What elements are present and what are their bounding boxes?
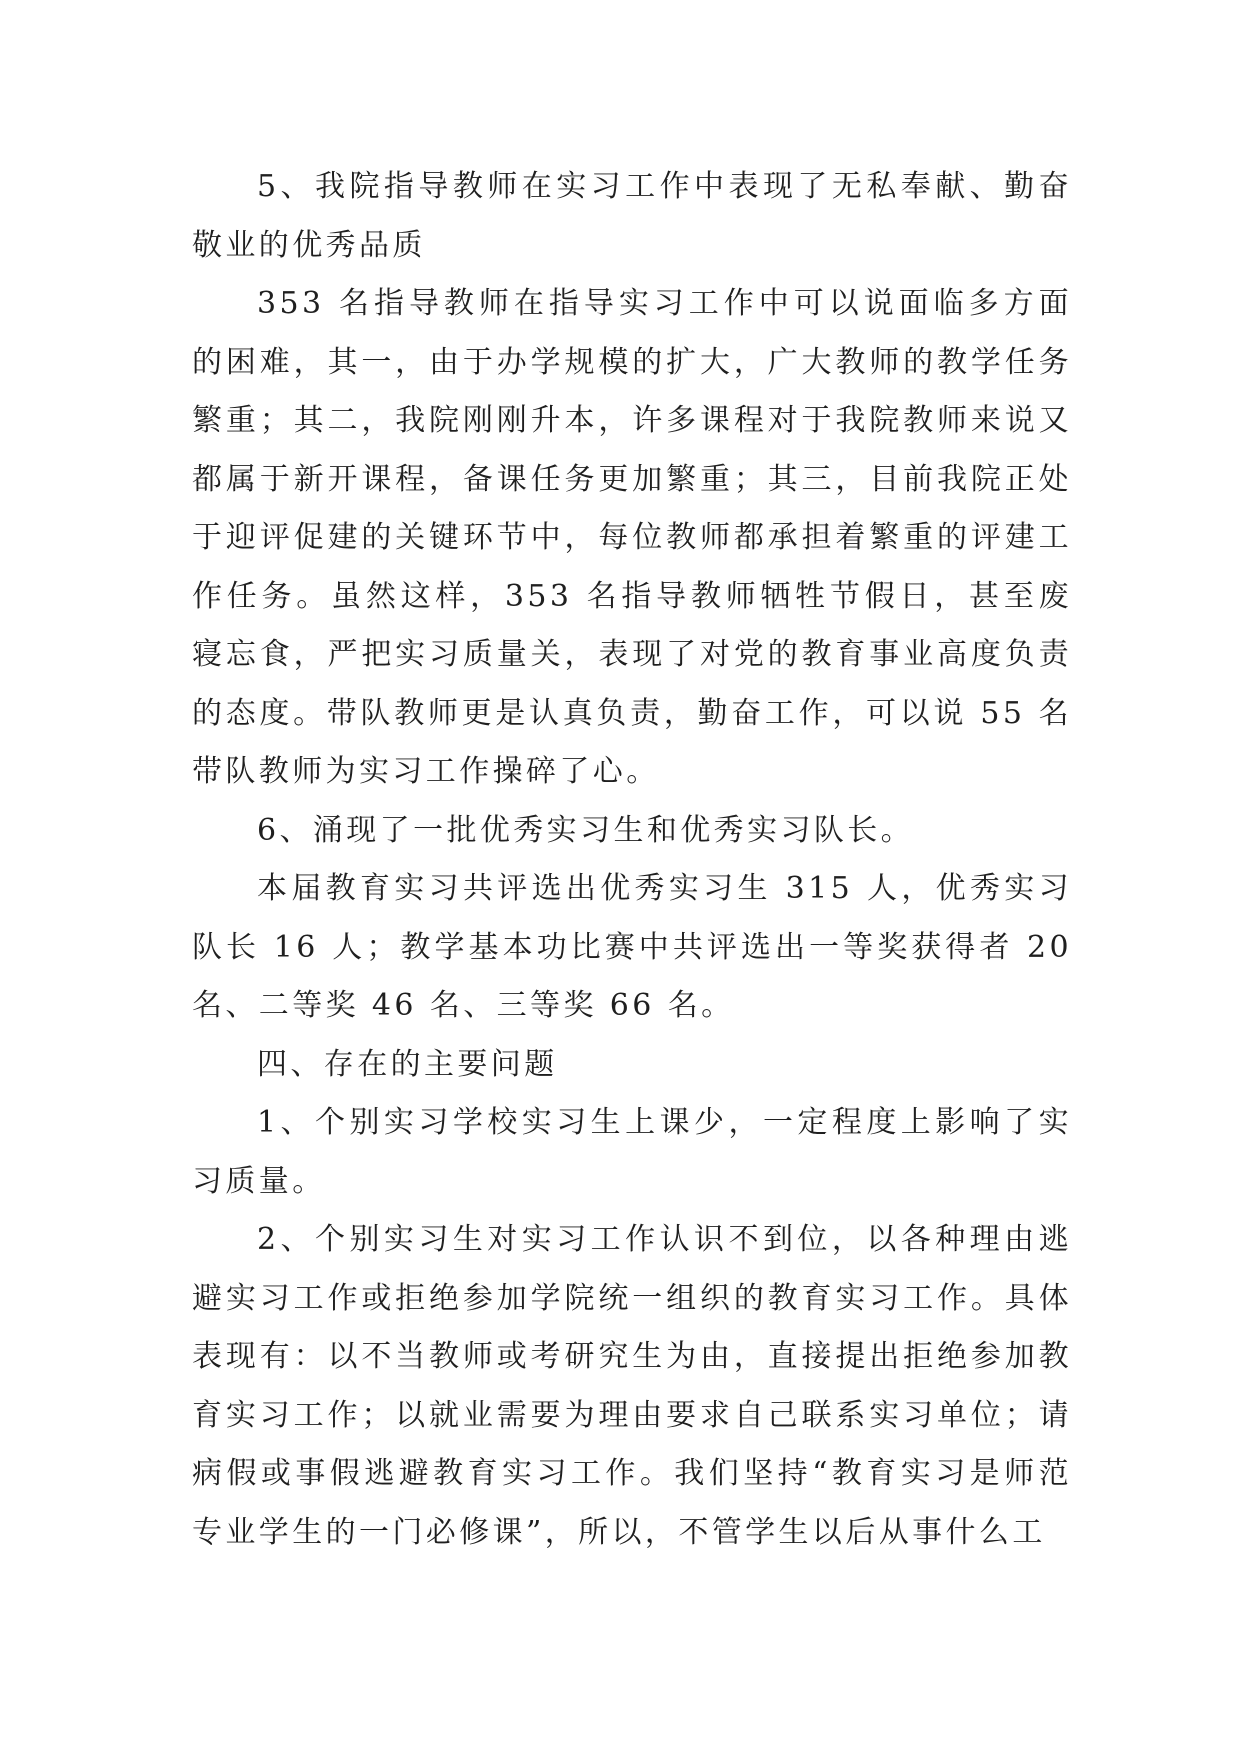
paragraph-heading-6: 6、涌现了一批优秀实习生和优秀实习队长。 xyxy=(257,812,915,848)
paragraph-teachers: 353 名指导教师在指导实习工作中可以说面临多方面的困难，其一，由于办学规模的扩大，广大教师的教学任务繁重；其二，我院刚刚升本，许多课程对于我院教师来说又都属于新开课程，备课任务更加繁重；其三，目前我院正处于迎评促建的关键环节中，每位教师都承担着繁重的评建工作任务。虽然这样，353 名指导教师牺牲节假日，甚至废寝忘食，严把实习质量关，表现了对党的教育事业高度负责的态度。带队教师更是认真负责，勤奋工作，可以说 55 名带队教师为实习工作操碎了心。 xyxy=(192,286,1072,789)
paragraph-heading-5: 5、我院指导教师在实习工作中表现了无私奉献、勤奋敬业的优秀品质 xyxy=(192,169,1072,263)
paragraph-awards: 本届教育实习共评选出优秀实习生 315 人，优秀实习队长 16 人；教学基本功比赛中共评选出一等奖获得者 20 名、二等奖 46 名、三等奖 66 名。 xyxy=(192,871,1072,1023)
paragraph-problem-1: 1、个别实习学校实习生上课少，一定程度上影响了实习质量。 xyxy=(192,1105,1072,1199)
paragraph-problem-2: 2、个别实习生对实习工作认识不到位，以各种理由逃避实习工作或拒绝参加学院统一组织的教育实习工作。具体表现有：以不当教师或考研究生为由，直接提出拒绝参加教育实习工作；以就业需要为理由要求自己联系实习单位；请病假或事假逃避教育实习工作。我们坚持“教育实习是师范专业学生的一门必修课”，所以，不管学生以后从事什么工 xyxy=(192,1222,1072,1550)
document-body xyxy=(192,158,1072,1562)
section-heading-problems: 四、存在的主要问题 xyxy=(257,1046,558,1082)
